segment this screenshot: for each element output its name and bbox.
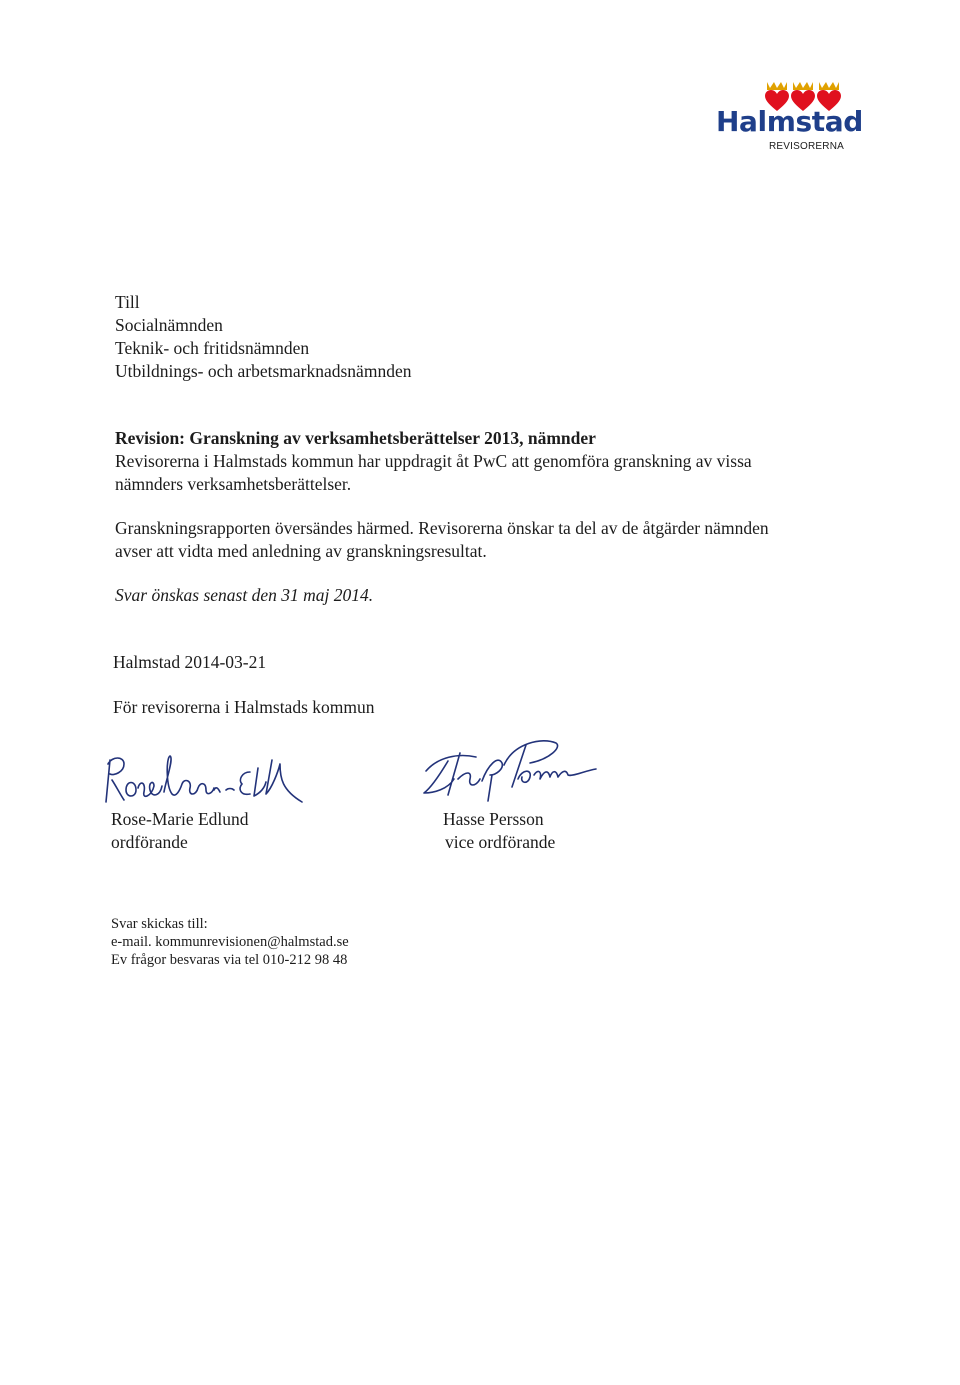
recipient-item: Teknik- och fritidsnämnden bbox=[115, 338, 310, 358]
paragraph-line: avser att vidta med anledning av granskningsresultat. bbox=[115, 541, 487, 561]
response-deadline: Svar önskas senast den 31 maj 2014. bbox=[115, 585, 374, 605]
footer-line: Svar skickas till: bbox=[111, 916, 208, 932]
logo-name: Halmstad bbox=[716, 105, 863, 138]
paragraph-line: Revisorerna i Halmstads kommun har uppdragit åt PwC att genomföra granskning av vissa bbox=[115, 451, 752, 471]
signature-hasse-persson bbox=[418, 735, 618, 805]
footer-phone-line: Ev frågor besvaras via tel 010-212 98 48 bbox=[111, 952, 348, 968]
signatory-name: Rose-Marie Edlund bbox=[111, 809, 249, 829]
recipient-item: Socialnämnden bbox=[115, 315, 223, 335]
subject-line: Revision: Granskning av verksamhetsberättelser 2013, nämnder bbox=[115, 428, 596, 448]
signatory-role: ordförande bbox=[111, 832, 188, 852]
footer-email-line: e-mail. kommunrevisionen@halmstad.se bbox=[111, 934, 349, 950]
signature-rose-marie-edlund bbox=[102, 750, 322, 810]
crown-icon bbox=[819, 82, 839, 90]
logo-subtitle: REVISORERNA bbox=[769, 141, 844, 152]
paragraph-line: Granskningsrapporten översändes härmed. Revisorerna önskar ta del av de åtgärder nämnden bbox=[115, 518, 769, 538]
signatory-name: Hasse Persson bbox=[443, 809, 544, 829]
place-date: Halmstad 2014-03-21 bbox=[113, 652, 267, 672]
on-behalf-line: För revisorerna i Halmstads kommun bbox=[113, 697, 375, 717]
signatory-role: vice ordförande bbox=[445, 832, 556, 852]
recipients-heading: Till bbox=[115, 292, 140, 312]
paragraph-line: nämnders verksamhetsberättelser. bbox=[115, 474, 352, 494]
crown-icon bbox=[793, 82, 813, 90]
crown-icon bbox=[767, 82, 787, 90]
recipient-item: Utbildnings- och arbetsmarknadsnämnden bbox=[115, 361, 412, 381]
halmstad-logo bbox=[712, 76, 863, 156]
